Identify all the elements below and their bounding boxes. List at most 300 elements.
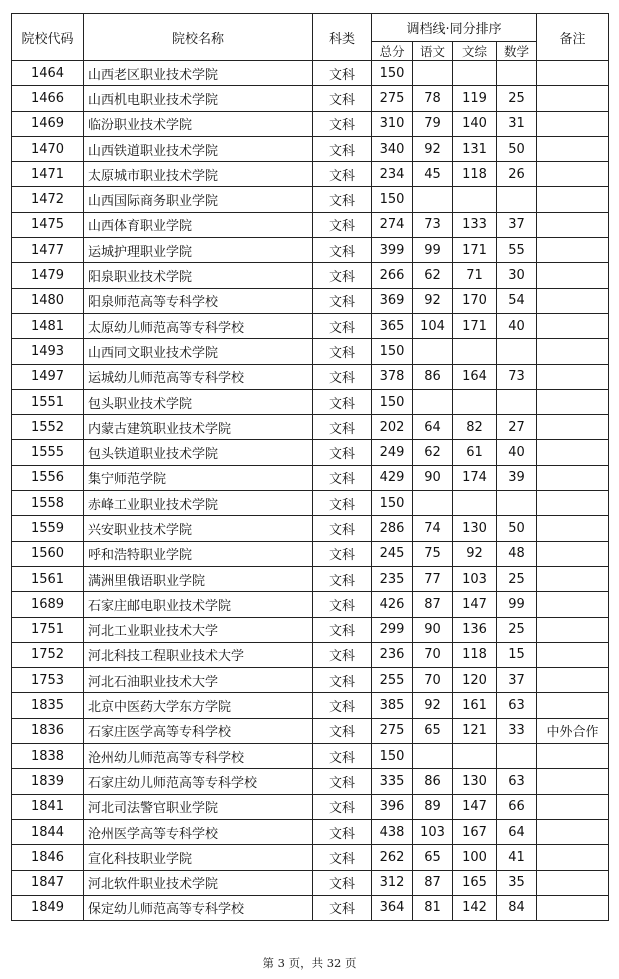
cell-category: 文科 [313, 491, 372, 516]
cell-wenzong [453, 744, 497, 769]
cell-code: 1846 [12, 845, 84, 870]
table-row [12, 136, 609, 161]
cell-wenzong: 140 [453, 111, 497, 136]
cell-note [537, 845, 609, 870]
cell-name: 山西机电职业技术学院 [84, 86, 313, 111]
header-math: 数学 [497, 42, 537, 61]
cell-chinese: 90 [413, 617, 453, 642]
cell-wenzong: 133 [453, 212, 497, 237]
cell-math [497, 389, 537, 414]
table-row [12, 541, 609, 566]
table-row [12, 794, 609, 819]
cell-name: 河北软件职业技术学院 [84, 870, 313, 895]
cell-chinese [413, 187, 453, 212]
cell-wenzong: 130 [453, 516, 497, 541]
table-row [12, 238, 609, 263]
table-body [12, 61, 609, 921]
cell-category: 文科 [313, 339, 372, 364]
cell-total: 236 [372, 642, 413, 667]
cell-math: 35 [497, 870, 537, 895]
cell-total: 150 [372, 744, 413, 769]
cell-wenzong: 147 [453, 592, 497, 617]
table-row [12, 111, 609, 136]
cell-total: 275 [372, 86, 413, 111]
cell-math: 25 [497, 617, 537, 642]
cell-total: 335 [372, 769, 413, 794]
cell-note [537, 136, 609, 161]
cell-name: 包头职业技术学院 [84, 389, 313, 414]
cell-code: 1561 [12, 566, 84, 591]
cell-math [497, 187, 537, 212]
cell-note [537, 617, 609, 642]
cell-note [537, 516, 609, 541]
cell-math [497, 491, 537, 516]
cell-chinese: 92 [413, 693, 453, 718]
cell-math: 64 [497, 819, 537, 844]
cell-chinese [413, 339, 453, 364]
cell-code: 1464 [12, 61, 84, 86]
cell-code: 1469 [12, 111, 84, 136]
cell-note [537, 364, 609, 389]
cell-math: 41 [497, 845, 537, 870]
cell-chinese: 73 [413, 212, 453, 237]
cell-chinese: 99 [413, 238, 453, 263]
cell-chinese: 89 [413, 794, 453, 819]
cell-math: 33 [497, 718, 537, 743]
cell-code: 1556 [12, 465, 84, 490]
cell-name: 河北司法警官职业学院 [84, 794, 313, 819]
cell-code: 1555 [12, 440, 84, 465]
table-row [12, 895, 609, 920]
cell-note [537, 61, 609, 86]
cell-name: 山西铁道职业技术学院 [84, 136, 313, 161]
cell-math: 50 [497, 516, 537, 541]
cell-code: 1753 [12, 668, 84, 693]
cell-category: 文科 [313, 642, 372, 667]
table-row [12, 566, 609, 591]
cell-category: 文科 [313, 313, 372, 338]
cell-wenzong: 174 [453, 465, 497, 490]
cell-wenzong: 171 [453, 313, 497, 338]
cell-category: 文科 [313, 541, 372, 566]
cell-total: 150 [372, 339, 413, 364]
header-code: 院校代码 [12, 14, 84, 61]
page-footer: 第 3 页，共 32 页 [262, 956, 357, 970]
cell-chinese [413, 389, 453, 414]
cell-note [537, 415, 609, 440]
cell-total: 249 [372, 440, 413, 465]
cell-category: 文科 [313, 566, 372, 591]
cell-code: 1497 [12, 364, 84, 389]
cell-code: 1493 [12, 339, 84, 364]
cell-name: 保定幼儿师范高等专科学校 [84, 895, 313, 920]
header-wenzong: 文综 [453, 42, 497, 61]
cell-chinese: 64 [413, 415, 453, 440]
table-row [12, 870, 609, 895]
admission-score-table [11, 13, 609, 921]
cell-code: 1752 [12, 642, 84, 667]
cell-note: 中外合作 [537, 718, 609, 743]
cell-category: 文科 [313, 440, 372, 465]
header-name: 院校名称 [84, 14, 313, 61]
cell-note [537, 693, 609, 718]
cell-name: 呼和浩特职业学院 [84, 541, 313, 566]
cell-total: 365 [372, 313, 413, 338]
cell-category: 文科 [313, 718, 372, 743]
cell-code: 1839 [12, 769, 84, 794]
table-row [12, 187, 609, 212]
cell-category: 文科 [313, 111, 372, 136]
cell-category: 文科 [313, 212, 372, 237]
cell-chinese: 65 [413, 718, 453, 743]
cell-wenzong: 100 [453, 845, 497, 870]
cell-code: 1552 [12, 415, 84, 440]
table-row [12, 61, 609, 86]
cell-category: 文科 [313, 592, 372, 617]
cell-category: 文科 [313, 794, 372, 819]
header-note: 备注 [537, 14, 609, 61]
cell-math: 50 [497, 136, 537, 161]
table-row [12, 162, 609, 187]
cell-wenzong: 82 [453, 415, 497, 440]
cell-name: 太原城市职业技术学院 [84, 162, 313, 187]
cell-chinese: 86 [413, 364, 453, 389]
cell-total: 399 [372, 238, 413, 263]
cell-name: 山西老区职业技术学院 [84, 61, 313, 86]
cell-note [537, 111, 609, 136]
table-row [12, 718, 609, 743]
cell-total: 340 [372, 136, 413, 161]
cell-wenzong: 164 [453, 364, 497, 389]
cell-name: 沧州医学高等专科学校 [84, 819, 313, 844]
table-row [12, 313, 609, 338]
cell-total: 438 [372, 819, 413, 844]
cell-total: 150 [372, 491, 413, 516]
cell-code: 1836 [12, 718, 84, 743]
cell-note [537, 870, 609, 895]
cell-total: 286 [372, 516, 413, 541]
cell-chinese: 79 [413, 111, 453, 136]
cell-category: 文科 [313, 819, 372, 844]
table-row [12, 744, 609, 769]
cell-total: 429 [372, 465, 413, 490]
cell-category: 文科 [313, 364, 372, 389]
table-row [12, 389, 609, 414]
cell-math [497, 61, 537, 86]
cell-name: 满洲里俄语职业学院 [84, 566, 313, 591]
cell-math: 27 [497, 415, 537, 440]
cell-category: 文科 [313, 263, 372, 288]
cell-chinese: 65 [413, 845, 453, 870]
cell-total: 310 [372, 111, 413, 136]
cell-name: 石家庄邮电职业技术学院 [84, 592, 313, 617]
cell-note [537, 389, 609, 414]
cell-wenzong: 171 [453, 238, 497, 263]
cell-note [537, 313, 609, 338]
cell-category: 文科 [313, 288, 372, 313]
cell-math: 37 [497, 668, 537, 693]
cell-math [497, 339, 537, 364]
cell-wenzong [453, 389, 497, 414]
cell-chinese: 103 [413, 819, 453, 844]
table-row [12, 465, 609, 490]
cell-category: 文科 [313, 895, 372, 920]
table-row [12, 86, 609, 111]
cell-name: 河北工业职业技术大学 [84, 617, 313, 642]
cell-chinese: 104 [413, 313, 453, 338]
cell-name: 宣化科技职业学院 [84, 845, 313, 870]
cell-note [537, 288, 609, 313]
cell-note [537, 744, 609, 769]
header-chinese: 语文 [413, 42, 453, 61]
cell-math: 84 [497, 895, 537, 920]
cell-note [537, 339, 609, 364]
cell-math: 66 [497, 794, 537, 819]
cell-code: 1841 [12, 794, 84, 819]
table-row [12, 617, 609, 642]
cell-wenzong: 92 [453, 541, 497, 566]
cell-math: 25 [497, 86, 537, 111]
cell-name: 北京中医药大学东方学院 [84, 693, 313, 718]
cell-note [537, 238, 609, 263]
cell-wenzong: 147 [453, 794, 497, 819]
cell-note [537, 642, 609, 667]
cell-note [537, 187, 609, 212]
cell-name: 包头铁道职业技术学院 [84, 440, 313, 465]
cell-code: 1479 [12, 263, 84, 288]
cell-code: 1472 [12, 187, 84, 212]
cell-note [537, 592, 609, 617]
cell-total: 274 [372, 212, 413, 237]
table-row [12, 288, 609, 313]
header-total: 总分 [372, 42, 413, 61]
cell-code: 1849 [12, 895, 84, 920]
cell-math: 99 [497, 592, 537, 617]
table-row [12, 668, 609, 693]
cell-wenzong: 131 [453, 136, 497, 161]
cell-note [537, 566, 609, 591]
cell-total: 275 [372, 718, 413, 743]
cell-math: 26 [497, 162, 537, 187]
cell-chinese: 70 [413, 668, 453, 693]
table-row [12, 845, 609, 870]
cell-chinese [413, 61, 453, 86]
cell-wenzong: 120 [453, 668, 497, 693]
cell-name: 运城护理职业学院 [84, 238, 313, 263]
cell-code: 1551 [12, 389, 84, 414]
cell-code: 1470 [12, 136, 84, 161]
cell-total: 255 [372, 668, 413, 693]
cell-name: 阳泉职业技术学院 [84, 263, 313, 288]
cell-wenzong: 167 [453, 819, 497, 844]
cell-chinese: 62 [413, 440, 453, 465]
cell-name: 山西同文职业技术学院 [84, 339, 313, 364]
table-row [12, 491, 609, 516]
cell-total: 262 [372, 845, 413, 870]
table-header [12, 14, 609, 61]
cell-total: 312 [372, 870, 413, 895]
cell-code: 1838 [12, 744, 84, 769]
cell-category: 文科 [313, 744, 372, 769]
cell-note [537, 491, 609, 516]
cell-chinese: 87 [413, 870, 453, 895]
cell-note [537, 263, 609, 288]
cell-note [537, 895, 609, 920]
cell-chinese: 81 [413, 895, 453, 920]
cell-code: 1466 [12, 86, 84, 111]
cell-code: 1558 [12, 491, 84, 516]
cell-code: 1751 [12, 617, 84, 642]
cell-category: 文科 [313, 693, 372, 718]
cell-chinese: 87 [413, 592, 453, 617]
cell-wenzong: 136 [453, 617, 497, 642]
cell-total: 385 [372, 693, 413, 718]
cell-math: 25 [497, 566, 537, 591]
cell-chinese: 45 [413, 162, 453, 187]
header-category: 科类 [313, 14, 372, 61]
cell-wenzong: 119 [453, 86, 497, 111]
cell-chinese: 86 [413, 769, 453, 794]
cell-math: 31 [497, 111, 537, 136]
cell-code: 1475 [12, 212, 84, 237]
cell-name: 山西国际商务职业学院 [84, 187, 313, 212]
cell-wenzong: 161 [453, 693, 497, 718]
cell-math: 40 [497, 313, 537, 338]
cell-total: 150 [372, 389, 413, 414]
cell-name: 运城幼儿师范高等专科学校 [84, 364, 313, 389]
cell-chinese: 75 [413, 541, 453, 566]
cell-name: 临汾职业技术学院 [84, 111, 313, 136]
cell-name: 集宁师范学院 [84, 465, 313, 490]
header-score-group: 调档线·同分排序 [372, 14, 537, 42]
table-row [12, 516, 609, 541]
cell-name: 沧州幼儿师范高等专科学校 [84, 744, 313, 769]
cell-total: 396 [372, 794, 413, 819]
cell-name: 河北石油职业技术大学 [84, 668, 313, 693]
cell-total: 266 [372, 263, 413, 288]
cell-total: 426 [372, 592, 413, 617]
cell-category: 文科 [313, 870, 372, 895]
cell-category: 文科 [313, 86, 372, 111]
cell-note [537, 769, 609, 794]
cell-math: 63 [497, 769, 537, 794]
cell-name: 山西体育职业学院 [84, 212, 313, 237]
cell-category: 文科 [313, 136, 372, 161]
cell-total: 378 [372, 364, 413, 389]
cell-wenzong [453, 491, 497, 516]
cell-note [537, 212, 609, 237]
cell-chinese [413, 744, 453, 769]
cell-chinese: 74 [413, 516, 453, 541]
cell-category: 文科 [313, 238, 372, 263]
cell-category: 文科 [313, 162, 372, 187]
cell-total: 364 [372, 895, 413, 920]
cell-note [537, 668, 609, 693]
cell-code: 1847 [12, 870, 84, 895]
cell-category: 文科 [313, 769, 372, 794]
cell-wenzong: 130 [453, 769, 497, 794]
cell-total: 150 [372, 61, 413, 86]
cell-name: 内蒙古建筑职业技术学院 [84, 415, 313, 440]
cell-math: 39 [497, 465, 537, 490]
table-row [12, 592, 609, 617]
cell-category: 文科 [313, 668, 372, 693]
cell-name: 阳泉师范高等专科学校 [84, 288, 313, 313]
cell-math [497, 744, 537, 769]
cell-code: 1560 [12, 541, 84, 566]
cell-code: 1689 [12, 592, 84, 617]
cell-math: 37 [497, 212, 537, 237]
cell-chinese: 90 [413, 465, 453, 490]
cell-name: 河北科技工程职业技术大学 [84, 642, 313, 667]
table-row [12, 263, 609, 288]
cell-category: 文科 [313, 845, 372, 870]
cell-wenzong: 118 [453, 642, 497, 667]
cell-total: 235 [372, 566, 413, 591]
cell-code: 1481 [12, 313, 84, 338]
table-row [12, 769, 609, 794]
cell-name: 兴安职业技术学院 [84, 516, 313, 541]
cell-total: 202 [372, 415, 413, 440]
cell-code: 1844 [12, 819, 84, 844]
table-row [12, 440, 609, 465]
cell-math: 40 [497, 440, 537, 465]
cell-category: 文科 [313, 415, 372, 440]
cell-chinese: 70 [413, 642, 453, 667]
table-row [12, 364, 609, 389]
cell-note [537, 541, 609, 566]
table-row [12, 819, 609, 844]
cell-note [537, 819, 609, 844]
cell-note [537, 465, 609, 490]
cell-chinese: 77 [413, 566, 453, 591]
cell-wenzong: 118 [453, 162, 497, 187]
cell-total: 234 [372, 162, 413, 187]
cell-wenzong: 142 [453, 895, 497, 920]
cell-code: 1835 [12, 693, 84, 718]
cell-math: 30 [497, 263, 537, 288]
cell-name: 石家庄幼儿师范高等专科学校 [84, 769, 313, 794]
table-row [12, 642, 609, 667]
table-row [12, 415, 609, 440]
table-row [12, 693, 609, 718]
cell-total: 369 [372, 288, 413, 313]
cell-wenzong: 71 [453, 263, 497, 288]
cell-chinese: 92 [413, 288, 453, 313]
cell-wenzong [453, 61, 497, 86]
cell-note [537, 162, 609, 187]
cell-name: 石家庄医学高等专科学校 [84, 718, 313, 743]
cell-wenzong: 170 [453, 288, 497, 313]
cell-wenzong: 121 [453, 718, 497, 743]
cell-math: 63 [497, 693, 537, 718]
cell-category: 文科 [313, 61, 372, 86]
cell-code: 1559 [12, 516, 84, 541]
cell-note [537, 86, 609, 111]
cell-category: 文科 [313, 617, 372, 642]
cell-total: 150 [372, 187, 413, 212]
table-row [12, 339, 609, 364]
cell-name: 太原幼儿师范高等专科学校 [84, 313, 313, 338]
cell-math: 55 [497, 238, 537, 263]
cell-name: 赤峰工业职业技术学院 [84, 491, 313, 516]
cell-math: 73 [497, 364, 537, 389]
table-row [12, 212, 609, 237]
cell-wenzong: 103 [453, 566, 497, 591]
cell-category: 文科 [313, 516, 372, 541]
cell-wenzong [453, 187, 497, 212]
cell-chinese: 78 [413, 86, 453, 111]
